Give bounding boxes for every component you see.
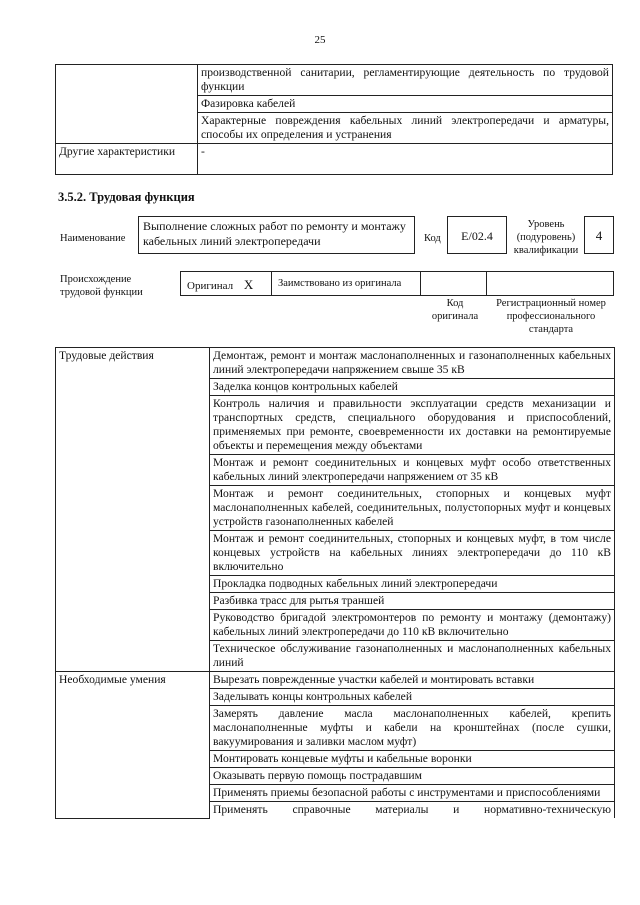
page-number: 25 bbox=[314, 34, 326, 46]
actions-label: Трудовые действия bbox=[56, 348, 210, 672]
origin-borrowed-box bbox=[271, 271, 421, 296]
level-box bbox=[584, 216, 614, 254]
name-label: Наименование bbox=[60, 233, 126, 244]
action-item: Прокладка подводных кабельных линий электропередачи bbox=[210, 576, 615, 593]
main-table bbox=[55, 347, 615, 819]
action-item: Заделка концов контрольных кабелей bbox=[210, 379, 615, 396]
other-characteristics-label: Другие характеристики bbox=[56, 144, 198, 175]
action-item: Монтаж и ремонт соединительных, стопорных и концевых муфт, в том числе концевых устройств на кабельных линиях электропередачи до 110 кВ включительно bbox=[210, 531, 615, 576]
origin-original-box bbox=[180, 271, 272, 296]
level-label: Уровень (подуровень) квалификации bbox=[513, 219, 579, 256]
original-label: Оригинал bbox=[187, 280, 234, 292]
skill-item: Монтировать концевые муфты и кабельные воронки bbox=[210, 751, 615, 768]
code-label: Код bbox=[424, 233, 441, 244]
origin-code-box bbox=[420, 271, 487, 296]
skill-item: Применять приемы безопасной работы с инструментами и приспособлениями bbox=[210, 785, 615, 802]
reg-caption: Регистрационный номер профессионального стандарта bbox=[496, 298, 606, 335]
action-item: Демонтаж, ремонт и монтаж маслонаполненных и газонаполненных кабельных линий электропередачи напряжением свыше 35 кВ bbox=[210, 348, 615, 379]
skill-item: Заделывать концы контрольных кабелей bbox=[210, 689, 615, 706]
top-table-row: производственной санитарии, регламентирующие деятельность по трудовой функции bbox=[198, 65, 613, 96]
level-value: 4 bbox=[595, 228, 603, 243]
borrowed-label: Заимствовано из оригинала bbox=[278, 278, 402, 289]
action-item: Руководство бригадой электромонтеров по ремонту и монтажу (демонтажу) кабельных линий электропередачи до 110 кВ включительно bbox=[210, 610, 615, 641]
top-table bbox=[55, 64, 613, 175]
original-mark: X bbox=[243, 277, 254, 292]
action-item: Контроль наличия и правильности эксплуатации средств механизации и транспортных средств, специального оборудования и приспособлений, применяемых при ремонте, своевременности их доставки на ремонтируемые объекты и перемещения между объектами bbox=[210, 396, 615, 455]
top-table-row: Фазировка кабелей bbox=[198, 96, 613, 113]
action-item: Монтаж и ремонт соединительных, стопорных и концевых муфт маслонаполненных кабелей, соединительных, полустопорных муфт и концевых устройств газонаполненных кабелей bbox=[210, 486, 615, 531]
origin-reg-box bbox=[486, 271, 614, 296]
top-table-empty-label bbox=[56, 65, 198, 144]
origin-label: Происхождение трудовой функции bbox=[60, 274, 143, 298]
action-item: Техническое обслуживание газонаполненных и маслонаполненных кабельных линий bbox=[210, 641, 615, 672]
function-name: Выполнение сложных работ по ремонту и монтажу кабельных линий электропередачи bbox=[143, 219, 406, 248]
action-item: Монтаж и ремонт соединительных и концевых муфт особо ответственных кабельных линий электропередачи напряжением от 35 кВ bbox=[210, 455, 615, 486]
skill-item: Оказывать первую помощь пострадавшим bbox=[210, 768, 615, 785]
action-item: Разбивка трасс для рытья траншей bbox=[210, 593, 615, 610]
skills-label: Необходимые умения bbox=[56, 672, 210, 819]
other-characteristics-value: - bbox=[198, 144, 613, 175]
skill-item: Вырезать поврежденные участки кабелей и монтировать вставки bbox=[210, 672, 615, 689]
code-box bbox=[447, 216, 507, 254]
top-table-row: Характерные повреждения кабельных линий электропередачи и арматуры, способы их определения и устранения bbox=[198, 113, 613, 144]
skill-item: Замерять давление масла маслонаполненных кабелей, крепить маслонаполненные муфты и кабели на кронштейнах (после сушки, вакуумирования и заливки маслом муфт) bbox=[210, 706, 615, 751]
code-caption: Код оригинала bbox=[431, 298, 479, 322]
section-title: 3.5.2. Трудовая функция bbox=[58, 190, 195, 204]
code-value: E/02.4 bbox=[461, 229, 493, 243]
skill-item: Применять справочные материалы и нормативно-техническую bbox=[210, 802, 615, 819]
function-name-box bbox=[138, 216, 415, 254]
